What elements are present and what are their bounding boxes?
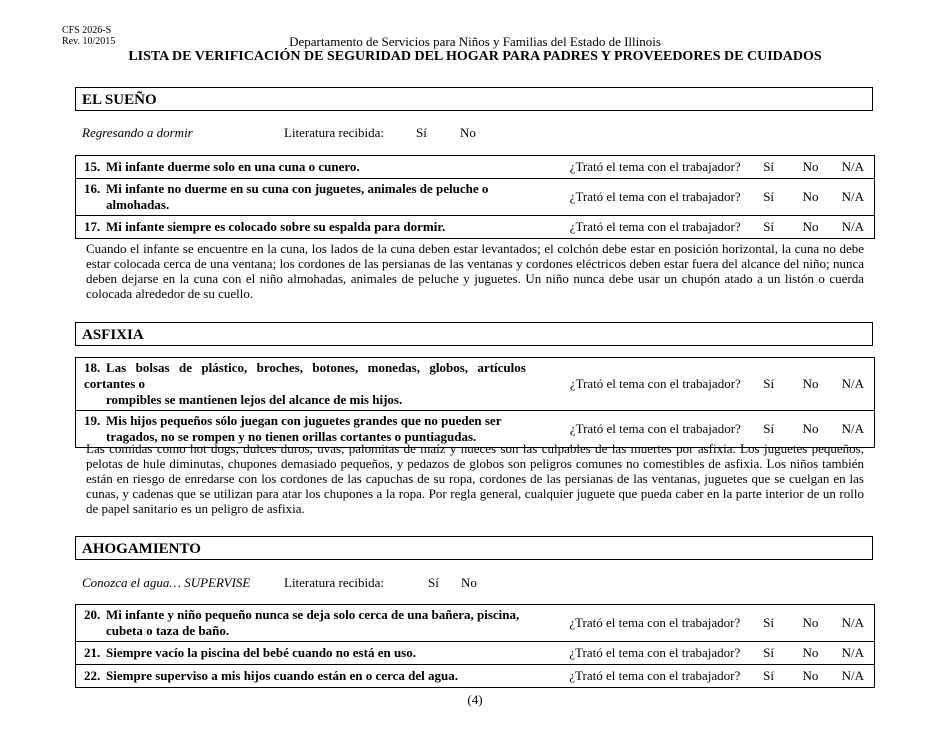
table-row (76, 156, 875, 179)
option-yes[interactable]: Sí (748, 156, 790, 179)
question-label: Las bolsas de plástico, broches, botones, monedas, globos, artículos cortantes o (84, 360, 526, 391)
question-text (76, 216, 530, 239)
question-text (76, 642, 530, 665)
table-row (76, 642, 875, 665)
question-label: Mi infante siempre es colocado sobre su espalda para dormir. (106, 219, 446, 234)
literature-yes[interactable]: Sí (428, 575, 439, 590)
question-label: Mi infante y niño pequeño nunca se deja solo cerca de una bañera, piscina, (106, 607, 520, 622)
option-na[interactable]: N/A (832, 665, 875, 688)
literature-no[interactable]: No (460, 125, 476, 140)
option-no[interactable]: No (789, 605, 831, 642)
table-row (76, 605, 875, 642)
option-na[interactable]: N/A (832, 605, 875, 642)
option-no[interactable]: No (789, 642, 831, 665)
option-yes[interactable]: Sí (748, 642, 790, 665)
option-no[interactable]: No (790, 358, 832, 411)
discussed-label: ¿Trató el tema con el trabajador? (530, 411, 748, 448)
question-label: Siempre vacío la piscina del bebé cuando no está en uso. (106, 645, 416, 660)
page-number: (4) (467, 692, 483, 707)
discussed-label: ¿Trató el tema con el trabajador? (529, 605, 747, 642)
discussed-label: ¿Trató el tema con el trabajador? (529, 665, 747, 688)
option-no[interactable]: No (790, 179, 832, 216)
question-continuation: cubeta o taza de baño. (106, 623, 230, 638)
literature-label: Literatura recibida: (284, 575, 384, 590)
option-no[interactable]: No (789, 665, 831, 688)
option-na[interactable]: N/A (832, 642, 875, 665)
option-na[interactable]: N/A (832, 156, 875, 179)
sleep-questions-table (75, 155, 875, 239)
question-number: 22. (84, 668, 101, 683)
department-name: Departamento de Servicios para Niños y Familias del Estado de Illinois (289, 34, 661, 49)
literature-no[interactable]: No (461, 575, 477, 590)
question-text (76, 665, 530, 688)
option-yes[interactable]: Sí (748, 216, 790, 239)
question-label: Mis hijos pequeños sólo juegan con juguetes grandes que no pueden ser (106, 413, 502, 428)
topic-label: Conozca el agua… SUPERVISE (82, 575, 251, 590)
drowning-topic (82, 575, 250, 591)
option-yes[interactable]: Sí (748, 411, 790, 448)
question-text (76, 179, 530, 216)
table-row (76, 216, 875, 239)
question-number: 17. (84, 219, 101, 234)
section-header-sleep: EL SUEÑO (75, 87, 873, 111)
question-number: 19. (84, 413, 101, 428)
discussed-label: ¿Trató el tema con el trabajador? (530, 358, 748, 411)
form-revision: Rev. 10/2015 (62, 36, 116, 47)
question-continuation: almohadas. (106, 197, 170, 212)
question-text (76, 605, 530, 642)
topic-label: Regresando a dormir (82, 125, 193, 140)
section-header-drowning: AHOGAMIENTO (75, 536, 873, 560)
section-header-choking: ASFIXIA (75, 322, 873, 346)
option-no[interactable]: No (790, 411, 832, 448)
sleep-note: Cuando el infante se encuentre en la cuna, los lados de la cuna deben estar levantados; el colchón debe estar en posición horizontal, la cuna no debe estar colocada cerca de una ventana; los cordones de las persianas de las ventanas y cordones eléctricos deben estar fuera del alcance del niño; nunca deben dejarse en la cuna con el niño almohadas, animales de peluche y juguetes. Un niño nunca debe usar un chupón atado a un listón o cuerda colocada alrededor de su cuello. (86, 241, 864, 301)
drowning-questions-table (75, 604, 875, 688)
option-yes[interactable]: Sí (748, 358, 790, 411)
table-row (76, 179, 875, 216)
option-na[interactable]: N/A (832, 411, 875, 448)
question-number: 16. (84, 181, 101, 196)
table-row (76, 665, 875, 688)
option-yes[interactable]: Sí (748, 605, 790, 642)
option-na[interactable]: N/A (832, 358, 875, 411)
form-id: CFS 2026-S (62, 25, 112, 36)
option-na[interactable]: N/A (832, 179, 875, 216)
question-label: Mi infante no duerme en su cuna con juguetes, animales de peluche o (106, 181, 489, 196)
option-yes[interactable]: Sí (748, 665, 790, 688)
sleep-topic (82, 125, 193, 141)
question-label: Siempre superviso a mis hijos cuando están en o cerca del agua. (106, 668, 458, 683)
question-continuation: tragados, no se rompen y no tienen orillas cortantes o puntiagudas. (106, 429, 477, 444)
literature-yes[interactable]: Sí (416, 125, 427, 140)
option-no[interactable]: No (790, 216, 832, 239)
discussed-label: ¿Trató el tema con el trabajador? (530, 156, 748, 179)
question-continuation: rompibles se mantienen lejos del alcance de mis hijos. (106, 392, 403, 407)
choking-questions-table (75, 357, 875, 448)
page-title: LISTA DE VERIFICACIÓN DE SEGURIDAD DEL HOGAR PARA PADRES Y PROVEEDORES DE CUIDADOS (128, 49, 822, 64)
option-no[interactable]: No (790, 156, 832, 179)
literature-label: Literatura recibida: (284, 125, 384, 140)
question-number: 20. (84, 607, 101, 622)
question-text (76, 156, 530, 179)
table-row (76, 358, 875, 411)
discussed-label: ¿Trató el tema con el trabajador? (529, 642, 747, 665)
choking-note: Las comidas como hot dogs, dulces duros, uvas, palomitas de maíz y nueces son las culpables de las muertes por asfixia. Los juguetes pequeños, pelotas de hule diminutas, chupones demasiado pequeños, y pedazos de globos son peligros comunes no comestibles de asfixia. Los niños también están en riesgo de enredarse con los cordones de las capuchas de su ropa, cordones de las persianas de las ventanas, juguetes que se cuelgan en las cunas, y cadenas que se utilizan para atar los chupones a la ropa. Por regla general, cualquier juguete que pueda caber en la parte interior de un rollo de papel sanitario es un peligro de asfixia. (86, 441, 864, 516)
question-number: 21. (84, 645, 101, 660)
option-na[interactable]: N/A (832, 216, 875, 239)
question-text (76, 358, 530, 411)
question-number: 18. (84, 360, 101, 375)
discussed-label: ¿Trató el tema con el trabajador? (530, 179, 748, 216)
option-yes[interactable]: Sí (748, 179, 790, 216)
question-label: Mi infante duerme solo en una cuna o cunero. (106, 159, 360, 174)
question-number: 15. (84, 159, 101, 174)
discussed-label: ¿Trató el tema con el trabajador? (530, 216, 748, 239)
